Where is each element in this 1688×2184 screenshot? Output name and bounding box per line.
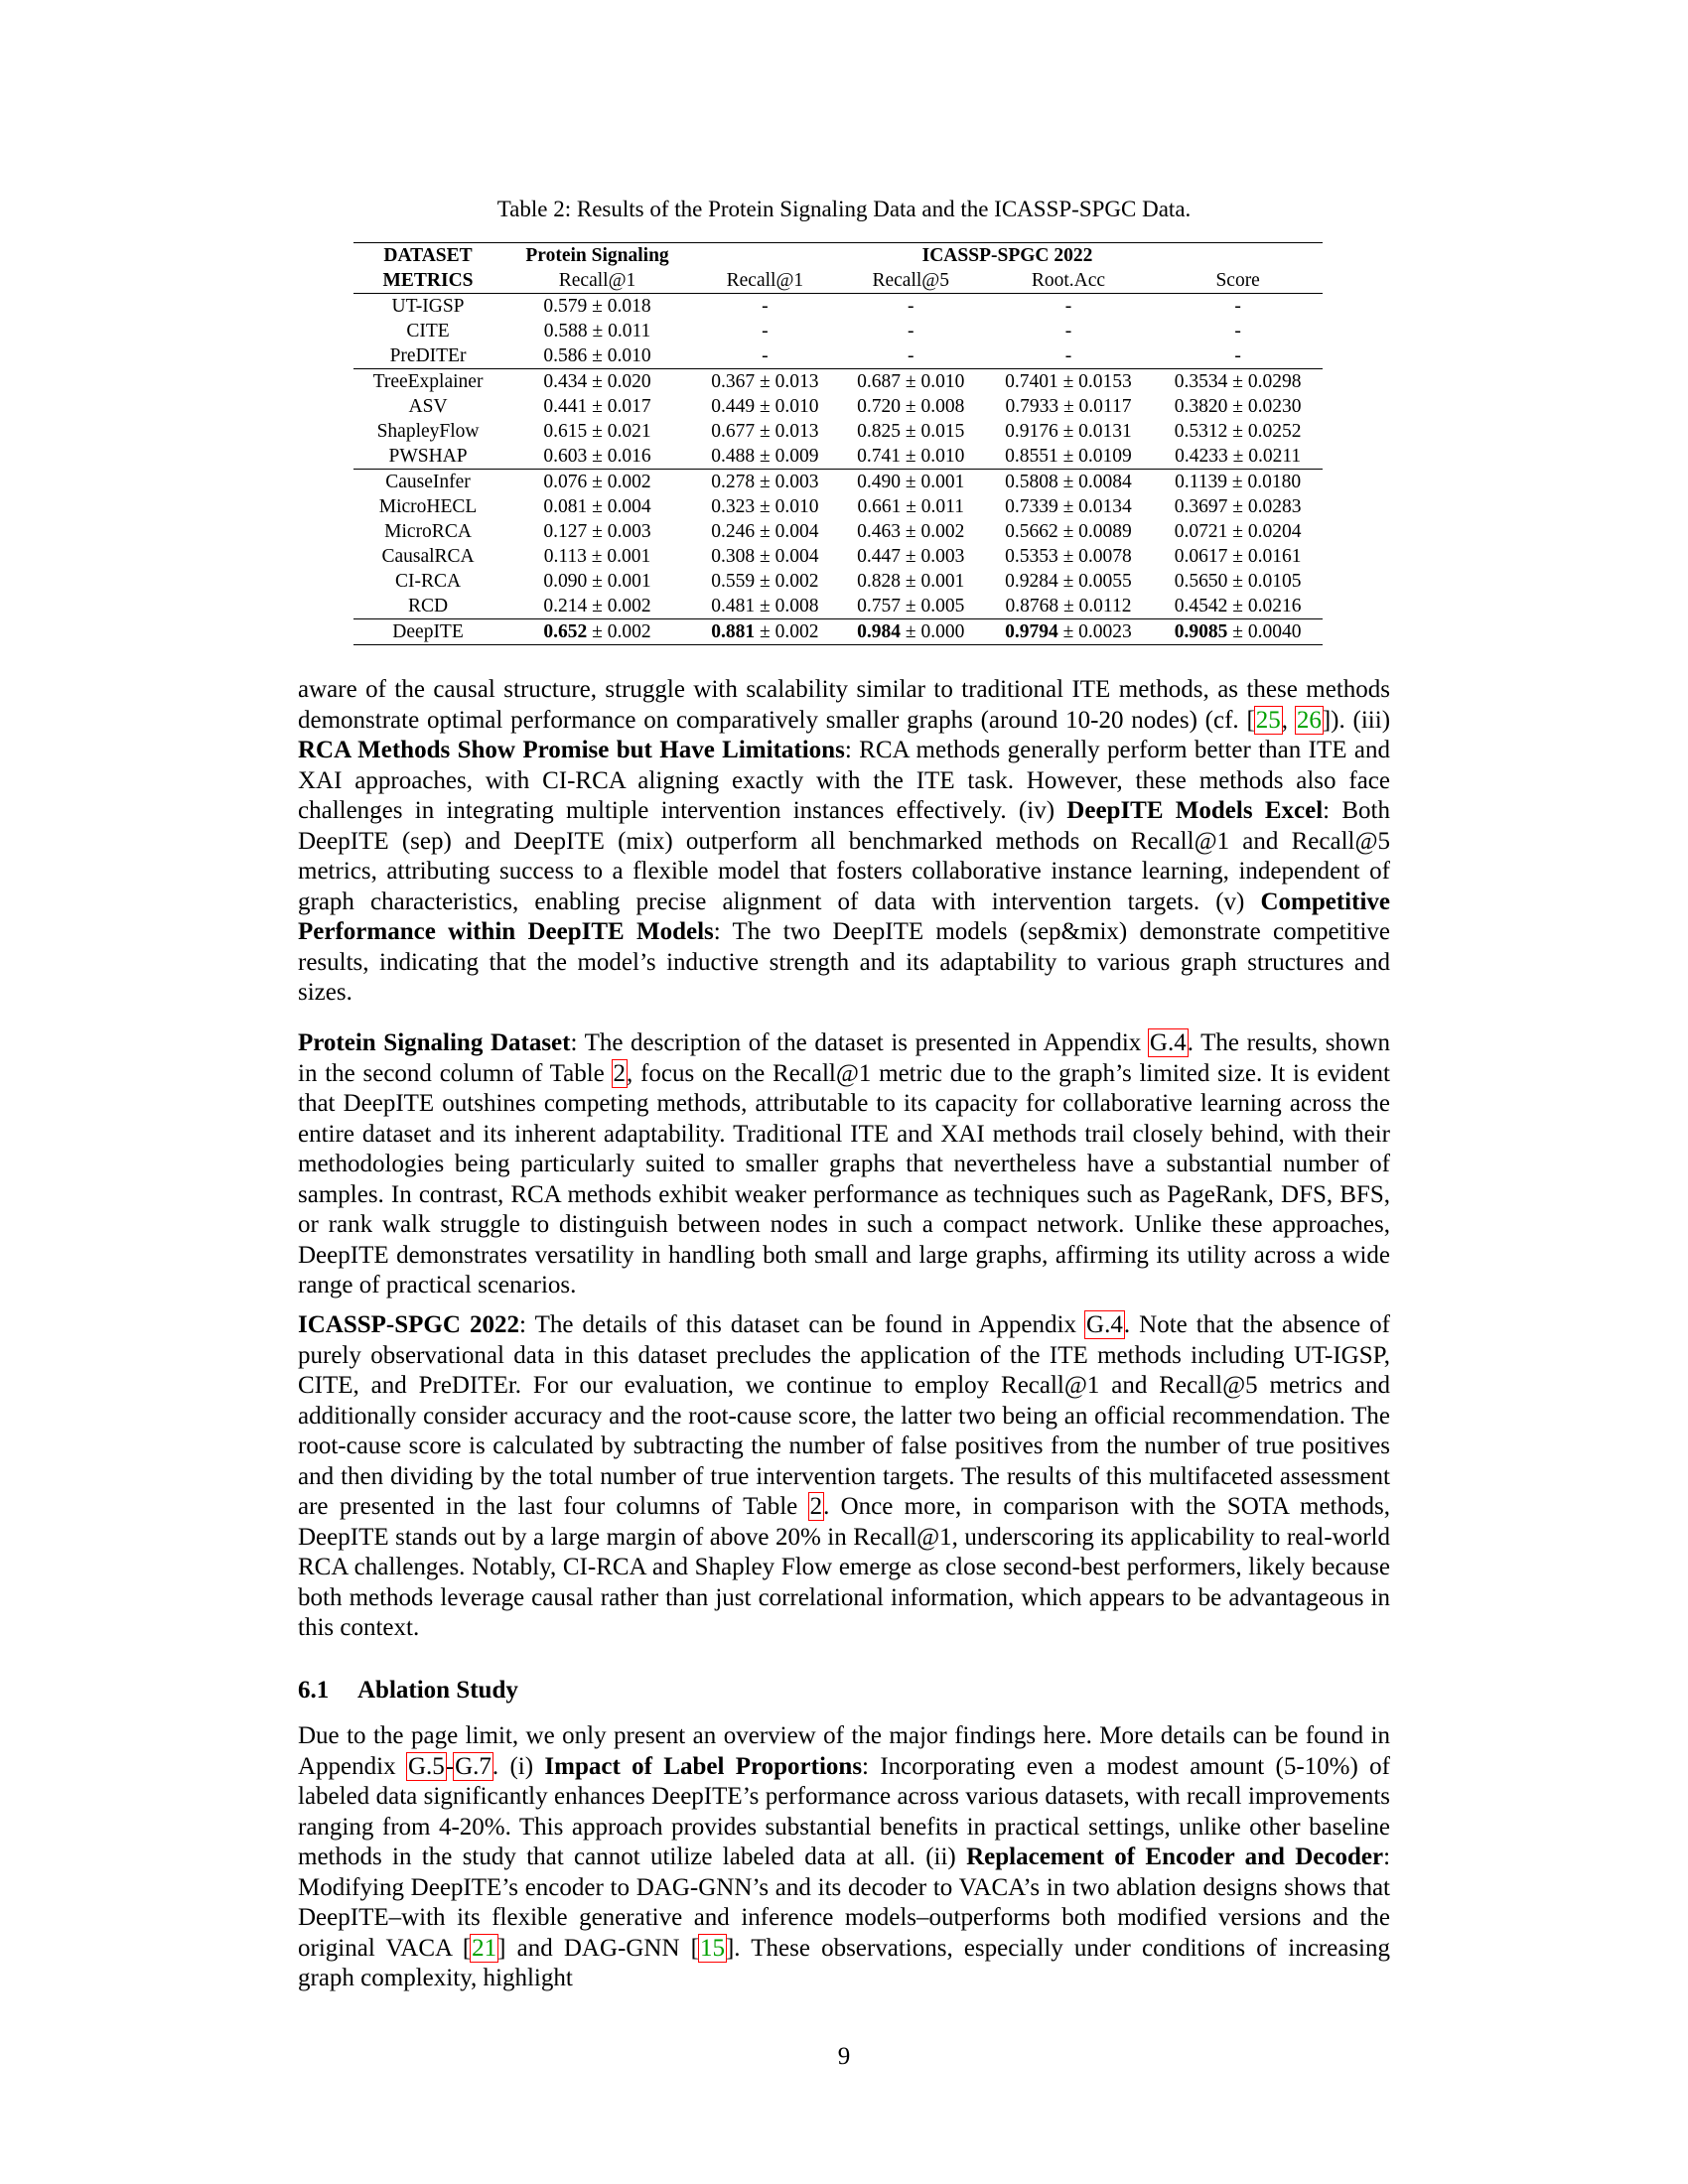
page-number: 9 [837, 2043, 851, 2070]
table-cell: 0.603 ± 0.016 [543, 446, 651, 467]
method-name: CausalRCA [381, 546, 475, 567]
table-cell: 0.090 ± 0.001 [543, 571, 651, 592]
table-cell: 0.9176 ± 0.0131 [1005, 421, 1132, 442]
header-icassp: ICASSP-SPGC 2022 [692, 243, 1323, 269]
method-name: ShapleyFlow [376, 421, 480, 442]
table-row [353, 519, 1323, 544]
table-row [353, 394, 1323, 419]
table-row [353, 569, 1323, 594]
table-cell: 0.4542 ± 0.0216 [1174, 596, 1302, 616]
group-deepite [353, 619, 1323, 645]
table-cell: 0.7933 ± 0.0117 [1005, 396, 1132, 417]
table-cell: 0.579 ± 0.018 [543, 296, 651, 317]
header-dataset: DATASET [353, 243, 502, 269]
method-name: MicroHECL [378, 496, 478, 517]
group-rca-methods [353, 470, 1323, 619]
appendix-link[interactable]: G.4 [1149, 1029, 1187, 1056]
citation-link[interactable]: 26 [1296, 706, 1322, 734]
table-cell: 0.449 ± 0.010 [711, 396, 819, 417]
table-cell: 0.5808 ± 0.0084 [984, 470, 1154, 495]
table-cell: 0.8768 ± 0.0112 [1005, 596, 1132, 616]
table-cell: - [1064, 321, 1072, 341]
table-header-row [353, 243, 1323, 269]
table-cell: 0.323 ± 0.010 [711, 496, 819, 517]
table-cell: - [907, 321, 914, 341]
table-cell: 0.246 ± 0.004 [711, 521, 819, 542]
section-title: Ablation Study [357, 1677, 518, 1704]
method-name: TreeExplainer [353, 369, 502, 395]
table-row [353, 369, 1323, 395]
table-cell: - [1234, 345, 1241, 366]
table-cell: 0.278 ± 0.003 [692, 470, 838, 495]
metric-root-acc: Root.Acc [984, 268, 1154, 294]
table-cell: 0.113 ± 0.001 [543, 546, 651, 567]
table-cell: 0.687 ± 0.010 [838, 369, 984, 395]
table-cell: 0.828 ± 0.001 [857, 571, 965, 592]
section-heading [298, 1676, 1390, 1706]
table-link[interactable]: 2 [809, 1493, 823, 1520]
table-cell: 0.8551 ± 0.0109 [1005, 446, 1132, 467]
table-cell: 0.9284 ± 0.0055 [1005, 571, 1132, 592]
table-cell: 0.214 ± 0.002 [543, 596, 651, 616]
method-name: CauseInfer [353, 470, 502, 495]
table-cell: - [1064, 345, 1072, 366]
table-cell: 0.741 ± 0.010 [857, 446, 965, 467]
method-name: CITE [406, 321, 450, 341]
method-name: PWSHAP [388, 446, 468, 467]
table-cell: 0.825 ± 0.015 [857, 421, 965, 442]
table-cell: 0.7401 ± 0.0153 [984, 369, 1154, 395]
table-cell: 0.9794 ± 0.0023 [984, 619, 1154, 645]
table-cell: 0.463 ± 0.002 [857, 521, 965, 542]
table-cell: 0.0617 ± 0.0161 [1174, 546, 1302, 567]
metric-recall5: Recall@5 [838, 268, 984, 294]
table-cell: 0.615 ± 0.021 [543, 421, 651, 442]
appendix-link[interactable]: G.5 [407, 1752, 445, 1780]
table-cell: - [907, 296, 914, 317]
results-table [353, 242, 1323, 645]
table-row [353, 343, 1323, 369]
group-ite-methods [353, 294, 1323, 369]
appendix-link[interactable]: G.7 [455, 1752, 492, 1780]
table-row [353, 294, 1323, 320]
table-row [353, 470, 1323, 495]
metric-recall1-icassp: Recall@1 [692, 268, 838, 294]
method-name: ASV [408, 396, 448, 417]
table-row [353, 544, 1323, 569]
table-cell: 0.4233 ± 0.0211 [1175, 446, 1302, 467]
method-name: DeepITE [353, 619, 502, 645]
table-caption: Table 2: Results of the Protein Signaling Data and the ICASSP-SPGC Data. [496, 197, 1192, 221]
method-name: UT-IGSP [391, 296, 465, 317]
method-name: RCD [407, 596, 449, 616]
table-cell: 0.3534 ± 0.0298 [1153, 369, 1323, 395]
paragraph-protein-signaling: Protein Signaling Dataset: The description of the dataset is presented in Appendix G.4. The results, shown in the second column of Table 2, focus on the Recall@1 metric due to the graph’s limited size. It is evident that DeepITE outshines competing methods, attributable to its capacity for collaborative learning across the entire dataset and its inherent adaptability. Traditional ITE and XAI methods trail closely behind, with their methodologies being particularly suited to smaller graphs that nevertheless have a substantial number of samples. In contrast, RCA methods exhibit weaker performance as techniques such as PageRank, DFS, BFS, or rank walk struggle to distinguish between nodes in such a compact network. Unlike these approaches, DeepITE demonstrates versatility in handling both small and large graphs, affirming its utility across a wide range of practical scenarios. [298, 1029, 1391, 1298]
table-cell: 0.661 ± 0.011 [857, 496, 964, 517]
table-row [353, 494, 1323, 519]
table-cell: 0.367 ± 0.013 [692, 369, 838, 395]
table-cell: 0.127 ± 0.003 [543, 521, 651, 542]
table-row [353, 319, 1323, 343]
citation-link[interactable]: 25 [1255, 706, 1281, 734]
table-cell: 0.488 ± 0.009 [711, 446, 819, 467]
table-cell: 0.5312 ± 0.0252 [1174, 421, 1302, 442]
citation-link[interactable]: 15 [699, 1934, 725, 1962]
table-cell: 0.677 ± 0.013 [711, 421, 819, 442]
table-row [353, 419, 1323, 444]
paragraph-findings: aware of the causal structure, struggle with scalability similar to traditional ITE methods, as these methods demonstrate optimal performance on comparatively smaller graphs (around 10-20 nodes) (cf. [25, 26]). (iii) RCA Methods Show Promise but Have Limitations: RCA methods generally perform better than ITE and XAI approaches, with CI-RCA aligning exactly with the ITE task. However, these methods also face challenges in integrating multiple intervention instances effectively. (iv) DeepITE Models Excel: Both DeepITE (sep) and DeepITE (mix) outperform all benchmarked methods on Recall@1 and Recall@5 metrics, attributing success to a flexible model that fosters collaborative instance learning, independent of graph characteristics, enabling precise alignment of data with intervention targets. (v) Competitive Performance within DeepITE Models: The two DeepITE models (sep&mix) demonstrate competitive results, indicating that the model’s inductive strength and its adaptability to various graph structures and sizes. [298, 676, 1391, 1006]
table-cell: 0.3697 ± 0.0283 [1174, 496, 1302, 517]
table-cell: 0.984 ± 0.000 [838, 619, 984, 645]
table-cell: 0.9085 ± 0.0040 [1153, 619, 1323, 645]
table-cell: 0.308 ± 0.004 [711, 546, 819, 567]
method-name: CI-RCA [394, 571, 462, 592]
table-cell: 0.5353 ± 0.0078 [1005, 546, 1132, 567]
citation-link[interactable]: 21 [472, 1934, 497, 1962]
section-number: 6.1 [298, 1677, 330, 1704]
table-cell: 0.652 ± 0.002 [502, 619, 692, 645]
table-cell: 0.586 ± 0.010 [543, 345, 651, 366]
table-cell: 0.434 ± 0.020 [502, 369, 692, 395]
table-cell: 0.5662 ± 0.0089 [1005, 521, 1132, 542]
metric-score: Score [1153, 268, 1323, 294]
table-cell: 0.076 ± 0.002 [502, 470, 692, 495]
table-cell: 0.1139 ± 0.0180 [1153, 470, 1323, 495]
table-cell: 0.588 ± 0.011 [543, 321, 651, 341]
table-row [353, 444, 1323, 470]
metric-recall1-protein: Recall@1 [502, 268, 692, 294]
table-cell: 0.3820 ± 0.0230 [1174, 396, 1302, 417]
appendix-link[interactable]: G.4 [1086, 1311, 1123, 1338]
table-cell: - [907, 345, 914, 366]
table-row-deepite [353, 619, 1323, 645]
table-cell: 0.7339 ± 0.0134 [1005, 496, 1132, 517]
table-cell: - [762, 296, 769, 317]
table-cell: - [1234, 296, 1241, 317]
table-cell: 0.490 ± 0.001 [838, 470, 984, 495]
table-cell: 0.720 ± 0.008 [857, 396, 965, 417]
table-cell: 0.559 ± 0.002 [711, 571, 819, 592]
table-cell: 0.881 ± 0.002 [692, 619, 838, 645]
table-cell: 0.757 ± 0.005 [857, 596, 965, 616]
table-cell: - [762, 345, 769, 366]
header-protein-signaling: Protein Signaling [502, 243, 692, 269]
table-cell: 0.481 ± 0.008 [711, 596, 819, 616]
table-cell: 0.5650 ± 0.0105 [1174, 571, 1302, 592]
paragraph-ablation: Due to the page limit, we only present an overview of the major findings here. More details can be found in Appendix G.5-G.7. (i) Impact of Label Proportions: Incorporating even a modest amount (5-10%) of labeled data significantly enhances DeepITE’s performance across various datasets, with recall improvements ranging from 4-20%. This approach provides substantial benefits in practical settings, unlike other baseline methods in the study that cannot utilize labeled data at all. (ii) Replacement of Encoder and Decoder: Modifying DeepITE’s encoder to DAG-GNN’s and its decoder to VACA’s in two ablation designs shows that DeepITE–with its flexible generative and inference models–outperforms both modified versions and the original VACA [21] and DAG-GNN [15]. These observations, especially under conditions of increasing graph complexity, highlight [298, 1722, 1391, 1991]
method-name: MicroRCA [384, 521, 472, 542]
table-metrics-row [353, 268, 1323, 294]
table-cell: - [1064, 296, 1072, 317]
table-cell: 0.447 ± 0.003 [857, 546, 965, 567]
table-link[interactable]: 2 [613, 1059, 627, 1087]
table-cell: 0.0721 ± 0.0204 [1174, 521, 1302, 542]
table-cell: 0.081 ± 0.004 [543, 496, 651, 517]
paragraph-icassp: ICASSP-SPGC 2022: The details of this dataset can be found in Appendix G.4. Note that the absence of purely observational data in this dataset precludes the application of the ITE methods including UT-IGSP, CITE, and PreDITEr. For our evaluation, we continue to employ Recall@1 and Recall@5 metrics and additionally consider accuracy and the root-cause score, the latter two being an official recommendation. The root-cause score is calculated by subtracting the number of false positives from the number of true positives and then dividing by the total number of true intervention targets. The results of this multifaceted assessment are presented in the last four columns of Table 2. Once more, in comparison with the SOTA methods, DeepITE stands out by a large margin of above 20% in Recall@1, underscoring its applicability to real-world RCA challenges. Notably, CI-RCA and Shapley Flow emerge as close second-best performers, likely because both methods leverage causal rather than just correlational information, which appears to be advantageous in this context. [298, 1311, 1390, 1641]
group-xai-methods [353, 369, 1323, 470]
method-name: PreDITEr [389, 345, 467, 366]
table-cell: 0.441 ± 0.017 [543, 396, 651, 417]
header-metrics: METRICS [353, 268, 502, 294]
table-cell: - [762, 321, 769, 341]
table-row [353, 594, 1323, 619]
table-cell: - [1234, 321, 1241, 341]
